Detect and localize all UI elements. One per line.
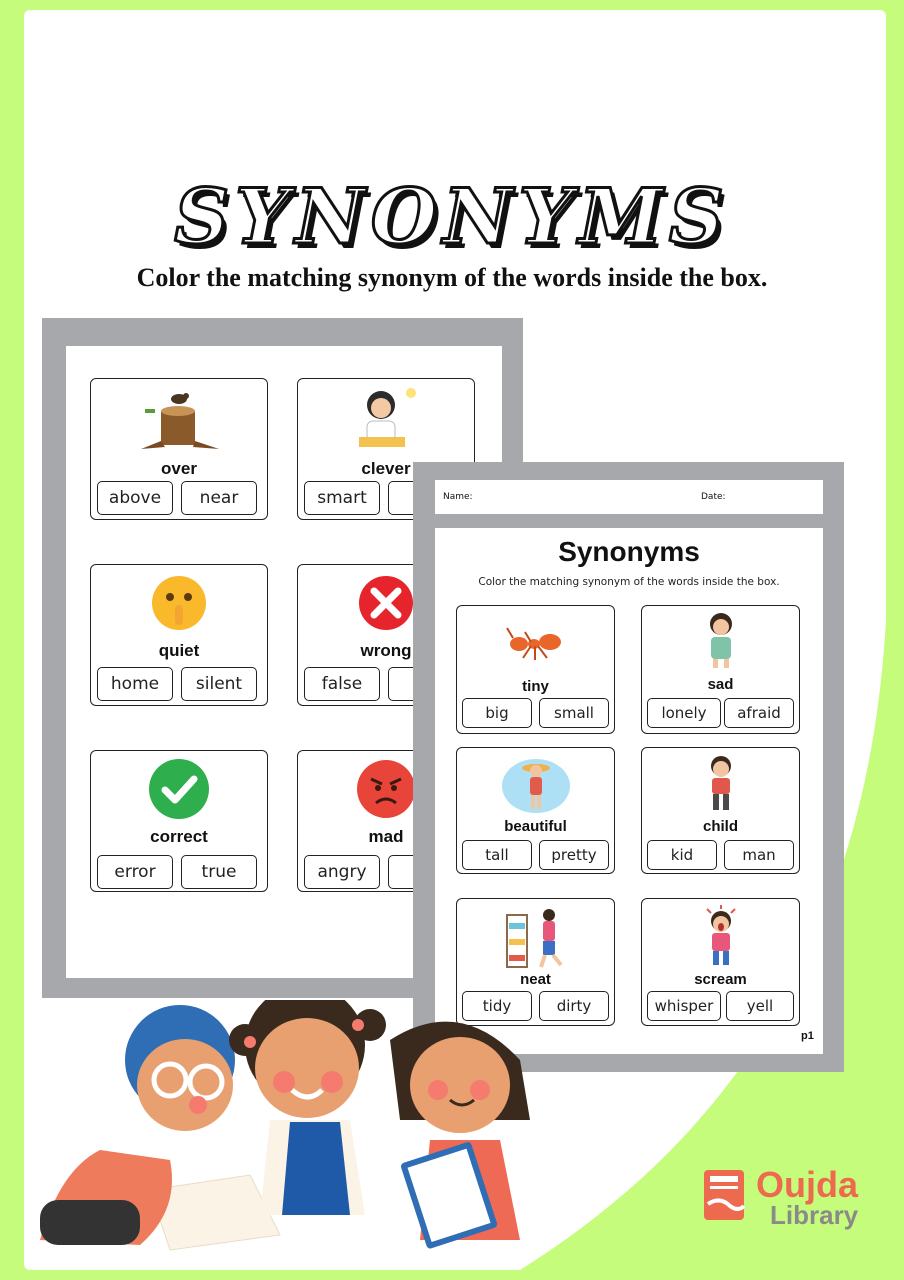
- option-box[interactable]: tidy: [462, 991, 532, 1021]
- name-label: Name:: [443, 492, 473, 502]
- option-box[interactable]: afraid: [724, 698, 794, 728]
- shushing-emoji-icon: [149, 573, 209, 633]
- crying-girl-icon: [699, 610, 743, 670]
- option-box[interactable]: above: [97, 481, 173, 515]
- front-card-tiny: [456, 605, 615, 734]
- card-word: wrong: [360, 641, 412, 660]
- ant-icon: [505, 624, 567, 664]
- card-word: over: [161, 459, 197, 478]
- card-word: scream: [694, 971, 747, 988]
- kids-illustration: [20, 1000, 550, 1260]
- option-box[interactable]: yell: [726, 991, 794, 1021]
- option-box[interactable]: tall: [462, 840, 532, 870]
- option-box[interactable]: man: [724, 840, 794, 870]
- front-card-scream: [641, 898, 800, 1026]
- worksheet-subtitle: Color the matching synonym of the words inside the box.: [478, 576, 780, 588]
- date-label: Date:: [701, 492, 726, 502]
- screaming-girl-icon: [701, 905, 741, 969]
- option-box[interactable]: near: [181, 481, 257, 515]
- card-word: tiny: [522, 678, 549, 695]
- option-box[interactable]: false: [304, 667, 380, 701]
- card-word: quiet: [158, 641, 200, 660]
- brand-name-line1: Oujda: [756, 1164, 859, 1205]
- brand-logo: [700, 1162, 890, 1232]
- option-box[interactable]: dirty: [539, 991, 609, 1021]
- page-number: p1: [801, 1030, 814, 1042]
- worksheet-title: Synonyms: [558, 536, 700, 567]
- option-box[interactable]: true: [181, 855, 257, 889]
- girl-reading-icon: [351, 385, 421, 453]
- angry-face-icon: [354, 757, 418, 821]
- option-box[interactable]: home: [97, 667, 173, 701]
- front-card-child: [641, 747, 800, 874]
- option-box[interactable]: angry: [304, 855, 380, 889]
- front-card-beautiful: [456, 747, 615, 874]
- option-box[interactable]: kid: [647, 840, 717, 870]
- back-card-quiet: [90, 564, 268, 706]
- back-card-over: [90, 378, 268, 520]
- card-word: sad: [707, 676, 734, 693]
- option-box[interactable]: whisper: [647, 991, 721, 1021]
- red-cross-icon: [356, 573, 416, 633]
- book-hand-icon: [700, 1166, 750, 1226]
- option-box[interactable]: small: [539, 698, 609, 728]
- card-word: neat: [520, 971, 551, 988]
- option-box[interactable]: smart: [304, 481, 380, 515]
- card-word: clever: [361, 459, 411, 478]
- option-box[interactable]: silent: [181, 667, 257, 701]
- brand-name-line2: Library: [770, 1200, 859, 1230]
- card-word: beautiful: [504, 818, 567, 835]
- front-card-sad: [641, 605, 800, 734]
- card-word: mad: [368, 827, 404, 846]
- bird-on-stump-icon: [131, 389, 227, 451]
- card-word: child: [702, 818, 738, 835]
- option-box[interactable]: lonely: [647, 698, 721, 728]
- card-word: correct: [150, 827, 208, 846]
- option-box[interactable]: error: [97, 855, 173, 889]
- woman-sunhat-icon: [501, 754, 571, 814]
- option-box[interactable]: big: [462, 698, 532, 728]
- name-date-strip: [435, 480, 823, 514]
- back-card-correct: [90, 750, 268, 892]
- option-box[interactable]: pretty: [539, 840, 609, 870]
- green-check-icon: [147, 757, 211, 821]
- boy-icon: [701, 754, 741, 814]
- cleaning-shelf-icon: [501, 905, 571, 969]
- poster-title: SYNONYMS: [174, 172, 730, 261]
- poster-subtitle: Color the matching synonym of the words inside the box.: [136, 263, 768, 292]
